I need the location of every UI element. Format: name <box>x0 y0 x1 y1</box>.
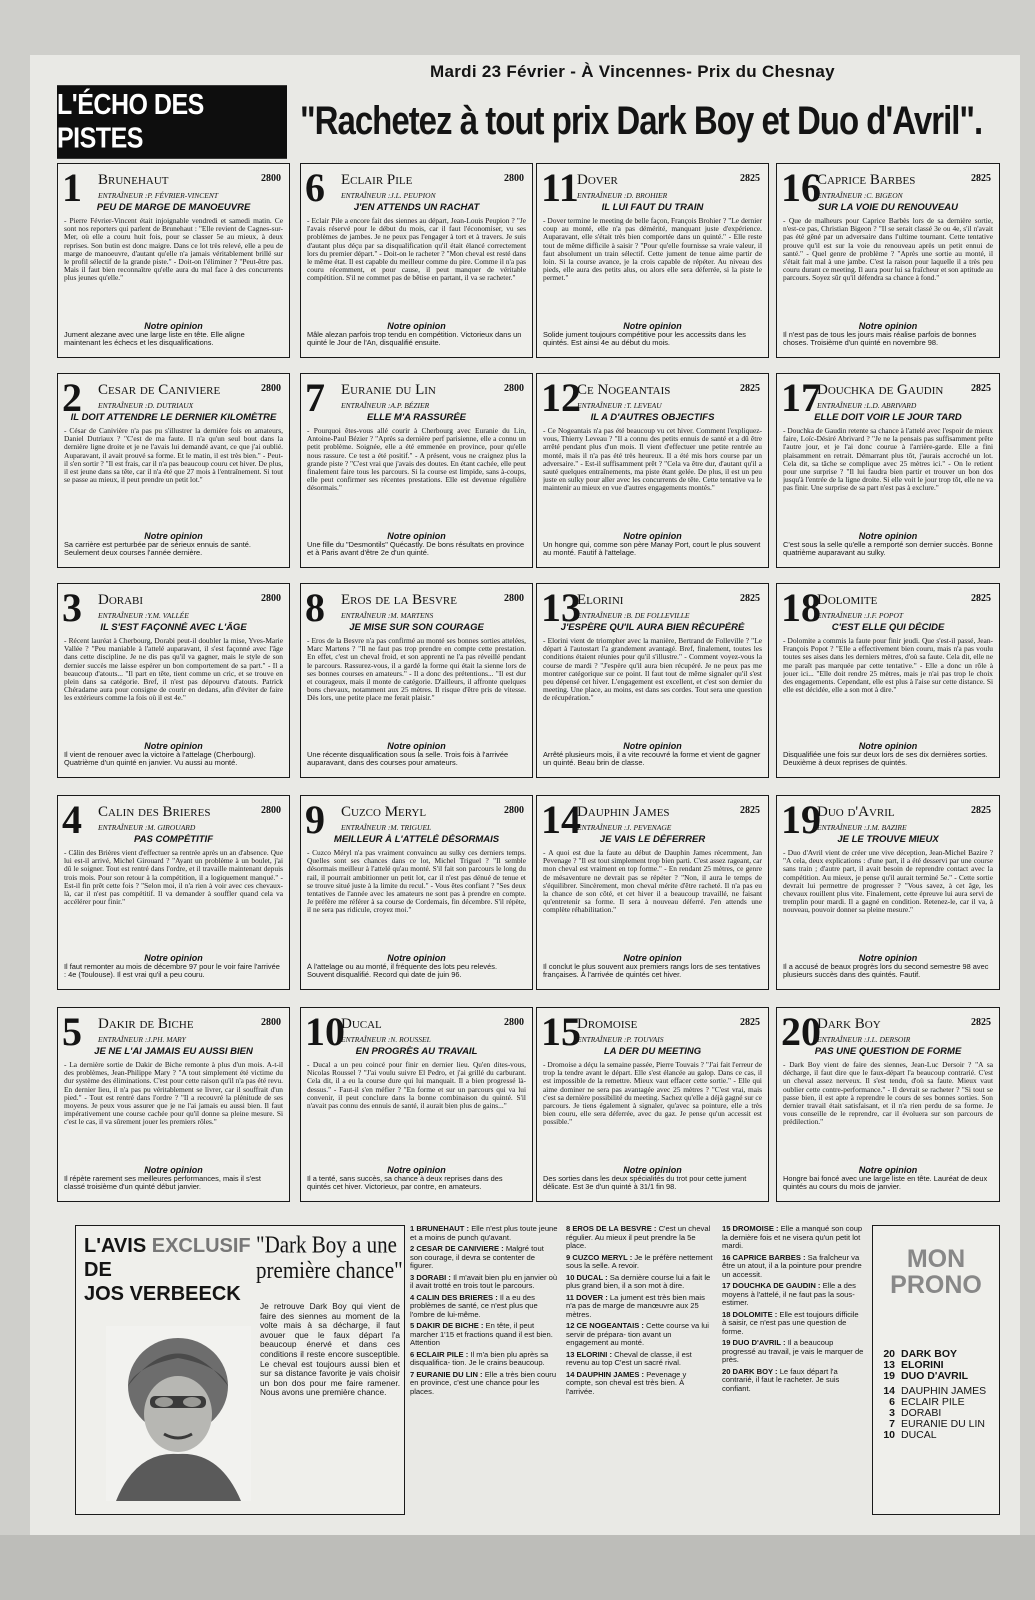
trainer-name: ENTRAÎNEUR :M. GIROUARD <box>98 823 196 832</box>
horse-card <box>57 583 290 778</box>
opinion-title: Notre opinion <box>858 531 918 541</box>
horse-card <box>536 583 769 778</box>
prono-horse: ELORINI <box>901 1359 944 1371</box>
race-distance: 2825 <box>971 805 991 816</box>
race-distance: 2825 <box>971 173 991 184</box>
recap-comment: Le faux départ l'a contrarié, il faut le racheter. Je suis confiant. <box>722 1366 840 1393</box>
prono-horse: DARK BOY <box>901 1348 958 1360</box>
recap-horse: 9 CUZCO MERYL : <box>566 1252 633 1262</box>
recap-item <box>410 1351 558 1368</box>
recap-item <box>566 1322 714 1348</box>
interview-text: - Ce Nogeantais n'a pas été beaucoup vu cet hiver. Comment l'expliquez-vous, Thierry Leveau ? "Il a connu des petits ennuis de santé et a dû être arrêté pendant plus d'un mois. Il vient d'effectuer une petite rentrée au monté, mais il n'a pas été très heureux. Il a été mis hors course par un adversaire." - Est-il suffisamment prêt ? "Cela va être dur, d'autant qu'il a sauté quelques entraînements, ma piste étant gelée. De plus, il est un peu juste en sulky pour aller avec les concurrents de tête. Cette tentative va le maintenir au mieux en vue d'autres engagements montés." <box>543 427 762 493</box>
opinion-title: Notre opinion <box>144 1165 203 1175</box>
recap-item <box>566 1274 714 1291</box>
trainer-quote: C'EST ELLE QUI DÉCIDE <box>831 622 945 633</box>
opinion-title: Notre opinion <box>387 741 446 751</box>
avis-title: L'AVIS EXCLUSIF DE JOS VERBEECK <box>84 1235 251 1305</box>
recap-comment: La jument est très bien mais n'a pas de marge de manœuvre aux 25 mètres. <box>566 1292 705 1319</box>
opinion-title: Notre opinion <box>858 321 918 331</box>
prono-horse: DUCAL <box>901 1429 937 1441</box>
opinion-title: Notre opinion <box>623 741 682 751</box>
interview-text: - Dolomite a commis la faute pour finir jeudi. Que s'est-il passé, Jean-François Popot ? "Elle a effectivement bien couru, mais n'a pas voulu toutes ses aises dans les derniers mètres, d'où sa faute. Cela dit, elle ne me paraît pas marquée par cette tentative." - Elle a donc un rôle à jouer ici... "Elle doit rendre 25 mètres, mais je n'ai pas trop le choix des engagements. Cependant, elle est plus à l'aise sur cette distance. Si elle est décidée, elle a son mot à dire." <box>783 637 993 695</box>
horse-number: 13 <box>541 585 581 630</box>
page-headline: "Rachetez à tout prix Dark Boy et Duo d'Avril". <box>300 98 983 143</box>
race-distance: 2800 <box>261 805 281 816</box>
horse-number: 4 <box>62 797 82 842</box>
trainer-name: ENTRAÎNEUR :P. TOUVAIS <box>577 1035 664 1044</box>
prono-number: 20 <box>883 1348 895 1360</box>
race-distance: 2800 <box>504 173 524 184</box>
opinion-text: Jument alezane avec une large liste en tête. Elle aligne maintenant les échecs et les disqualifications. <box>64 331 245 348</box>
horse-name: Brunehaut <box>98 172 169 188</box>
race-distance: 2800 <box>261 173 281 184</box>
horse-name: Elorini <box>577 592 624 608</box>
recap-horse: 11 DOVER : <box>566 1292 608 1302</box>
recap-item <box>410 1371 558 1397</box>
opinion-title: Notre opinion <box>387 1165 446 1175</box>
horse-number: 3 <box>62 585 82 630</box>
horse-number: 5 <box>62 1009 82 1054</box>
horse-number: 14 <box>541 797 581 842</box>
prono-number: 6 <box>889 1396 895 1408</box>
recap-comment: Elle a des moyens à l'attelé, il ne faut pas la sous-estimer. <box>722 1281 856 1307</box>
horse-number: 19 <box>781 797 821 842</box>
opinion-title: Notre opinion <box>858 1165 918 1175</box>
opinion-title: Notre opinion <box>144 741 203 751</box>
opinion-title: Notre opinion <box>623 953 682 963</box>
horse-number: 9 <box>305 797 325 842</box>
prono-number: 14 <box>883 1385 895 1397</box>
horse-card <box>57 795 290 990</box>
opinion-title: Notre opinion <box>623 531 682 541</box>
opinion-text: À l'attelage ou au monté, il fréquente des lots peu relevés. Souvent disqualifié. Record qui date de juin 96. <box>307 963 497 980</box>
opinion-text: Solide jument toujours compétitive pour les accessits dans les quintés. Est ainsi 4e au début du mois. <box>543 331 746 348</box>
prono-horse: DORABI <box>901 1407 942 1419</box>
horse-name: Euranie du Lin <box>341 382 436 398</box>
recap-horse: 17 DOUCHKA DE GAUDIN : <box>722 1281 821 1290</box>
opinion-text: C'est sous la selle qu'elle a remporté son dernier succès. Bonne quatrième auparavant au sulky. <box>783 541 993 558</box>
prono-top-pick <box>881 1371 986 1382</box>
horse-card <box>57 1007 290 1202</box>
prono-pick <box>881 1430 986 1441</box>
trainer-quote: J'ESPÈRE QU'IL AURA BIEN RÉCUPÉRÉ <box>560 622 745 633</box>
recap-horse: 16 CAPRICE BARBES : <box>722 1252 806 1262</box>
trainer-name: ENTRAÎNEUR :J.F. POPOT <box>817 611 904 620</box>
opinion-text: Une fille du "Desmontils" Quécastly. De bons résultats en province et à Paris avant d'être 2e d'un quinté. <box>307 541 525 558</box>
prono-list <box>881 1349 986 1441</box>
race-distance: 2825 <box>740 173 760 184</box>
prono-horse: DUO D'AVRIL <box>901 1370 969 1382</box>
opinion-title: Notre opinion <box>387 531 446 541</box>
opinion-title: Notre opinion <box>144 321 203 331</box>
trainer-name: ENTRAÎNEUR :C. BIGEON <box>817 191 903 200</box>
recap-comment: Il a eu des problèmes de santé, ce n'est plus que l'ombre de lui-même. <box>410 1292 538 1319</box>
race-distance: 2800 <box>504 805 524 816</box>
recap-comment: Malgré tout son courage, il devra se contenter de figurer. <box>410 1244 544 1270</box>
race-distance: 2800 <box>504 383 524 394</box>
recap-comment: Elle a très bien couru en province, c'est une chance pour les places. <box>410 1369 557 1396</box>
race-distance: 2825 <box>740 383 760 394</box>
opinion-text: Un hongre qui, comme son père Manay Port, court le plus souvent au monté. Fautif à l'attelage. <box>543 541 761 558</box>
avis-box <box>75 1225 405 1515</box>
recap-item <box>566 1351 714 1368</box>
interview-text: - A quoi est due la faute au début de Dauphin James récemment, Jan Pevenage ? "Il est tout simplement trop bien parti. C'est assez rageant, car mon cheval est vraiment en top forme." - En rendant 25 mètres, ce genre de mésaventure ne devrait pas se répéter ? "Non, il aura le temps de s'équilibrer. Sincèrement, mon cheval mérite d'être racheté. Il n'a pas eu la chance de son côté, et cet hiver il a beaucoup travaillé, ne faisant qu'entretenir sa forme. Il sera à nouveau déferré. J'en attends une complète réhabilitation." <box>543 849 762 915</box>
trainer-quote: JE VAIS LE DÉFERRER <box>599 834 706 845</box>
trainer-name: ENTRAÎNEUR :J.M. BAZIRE <box>817 823 907 832</box>
horse-card <box>300 1007 533 1202</box>
horse-card <box>776 1007 1000 1202</box>
horse-name: Dark Boy <box>817 1016 881 1032</box>
recap-horse: 14 DAUPHIN JAMES : <box>566 1369 645 1379</box>
horse-card <box>57 373 290 568</box>
trainer-name: ENTRAÎNEUR :T. LEVEAU <box>577 401 662 410</box>
trainer-quote: IL DOIT ATTENDRE LE DERNIER KILOMÈTRE <box>70 412 277 423</box>
trainer-name: ENTRAÎNEUR :Y.M. VALLÉE <box>98 611 189 620</box>
recap-comment: En tête, il peut marcher 1'15 et fractions quand il est bien. Attention <box>410 1321 553 1347</box>
horse-name: Eros de la Besvre <box>341 592 457 608</box>
recap-comment: Il m'avait bien plu en janvier où il avait trotté en trois tout le parcours. <box>410 1272 558 1290</box>
recap-horse: 12 CE NOGEANTAIS : <box>566 1321 644 1330</box>
prono-horse: EURANIE DU LIN <box>901 1418 986 1430</box>
recap-item <box>566 1254 714 1271</box>
trainer-name: ENTRAÎNEUR :D. DUTRIAUX <box>98 401 194 410</box>
trainer-quote: JE NE L'AI JAMAIS EU AUSSI BIEN <box>94 1046 253 1057</box>
horse-name: Duo d'Avril <box>817 804 895 820</box>
interview-text: - Récent lauréat à Cherbourg, Dorabi peut-il doubler la mise, Yves-Marie Vallée ? "Peu maniable à l'attelé auparavant, il s'est façonné avec l'âge dans cette discipline. Je ne dis pas qu'il va gagner, mais le style de son dernier succès me laisse espérer un bon comportement de sa part." - Il a beaucoup d'atouts... "Il part en tête, tient comme un cric, et se trouve en plein dans sa catégorie. Bref, il n'est pas dépourvu d'atouts. Patrick Chéradame aura pour consigne de courir en dedans, afin d'éviter de faire les extérieurs comme la fois où il est 4e." <box>64 637 283 703</box>
opinion-text: Il conclut le plus souvent aux premiers rangs lors de ses tentatives françaises. À l'arrivée de quintés cet hiver. <box>543 963 761 980</box>
trainer-name: ENTRAÎNEUR :J. PEVENAGE <box>577 823 672 832</box>
race-distance: 2800 <box>261 383 281 394</box>
trainer-quote: PAS COMPÉTITIF <box>134 834 213 845</box>
interview-text: - Que de malheurs pour Caprice Barbès lors de sa dernière sortie, n'est-ce pas, Christian Bigeon ? "Il se serait classé 3e ou 4e, s'il n'avait pas été gêné par un adversaire dans l'ultime tournant. Cette tentative prouve qu'il est sur la voie du renouveau après un petit ennui de santé." - Quel genre de problème ? "Après une sortie au monté, il s'était fait mal à une jambe. C'est la raison pour laquelle il a très peu couru durant ce meeting. Il aura pour lui sa fraîcheur et son aptitude au parcours. Soyez sûr qu'il défendra sa chance à fond." <box>783 217 993 283</box>
trainer-name: ENTRAÎNEUR :J.L. PEUPION <box>341 191 436 200</box>
interview-text: - Elorini vient de triompher avec la manière, Bertrand de Folleville ? "Le départ à l'autostart l'a grandement avantagé. Bref, finalement, toutes les conditions étaient réunies pour qu'il s'illustre." - Comment voyez-vous la course de mardi ? "J'espère qu'il aura bien récupéré. Je ne peux pas me montrer catégorique sur ce point. Il faut tout de même signaler qu'il s'est peu dépensé cet hiver. L'engagement est excellent, et c'est son dernier du meeting. Une place, au moins, est dans ses cordes. Tout sera une question de récupération." <box>543 637 762 703</box>
interview-text: - Dover termine le meeting de belle façon, François Brohier ? "Le dernier coup au monté, elle n'a pas démérité, manquant juste d'expérience. Auparavant, elle s'était très bien comportée dans un quinté." - Elle reste tout de même difficile à saisir ? "Pour qu'elle fournisse sa vraie valeur, il faut absolument un train sélectif. Cette jument de tenue aime partir de loin. Si la course avance, je la crois capable de répéter. Au niveau des pieds, elle aura des petits alus, ou alors elle sera déferrée, si la piste le permet." <box>543 217 762 283</box>
trainer-quote: IL LUI FAUT DU TRAIN <box>601 202 704 213</box>
trainer-quote: SUR LA VOIE DU RENOUVEAU <box>817 202 959 213</box>
trainer-quote: IL S'EST FAÇONNÉ AVEC L'ÂGE <box>100 622 247 633</box>
recap-horse: 15 DROMOISE : <box>722 1225 779 1233</box>
recap-horse: 7 EURANIE DU LIN : <box>410 1369 483 1379</box>
opinion-text: Sa carrière est perturbée par de sérieux ennuis de santé. Seulement deux courses l'année dernière. <box>64 541 251 558</box>
trainer-quote: EN PROGRÈS AU TRAVAIL <box>355 1046 478 1057</box>
horse-card <box>300 373 533 568</box>
recap-item <box>722 1254 864 1280</box>
horse-number: 8 <box>305 585 325 630</box>
opinion-text: Il vient de renouer avec la victoire à l'attelage (Cherbourg). Quatrième d'un quinté en janvier. Vu aussi au monté. <box>64 751 256 768</box>
recap-comment: Pevenage y compte, son cheval est très bien. À l'arrivée. <box>566 1369 687 1396</box>
recap-item <box>410 1294 558 1320</box>
horse-card <box>536 795 769 990</box>
horse-card <box>536 373 769 568</box>
trainer-name: ENTRAÎNEUR :D. BROHIER <box>577 191 668 200</box>
opinion-title: Notre opinion <box>623 1165 682 1175</box>
recap-comment: C'est un cheval régulier. Au mieux il peut prendre la 5e place. <box>566 1225 711 1250</box>
race-distance: 2825 <box>740 1017 760 1028</box>
recap-item <box>722 1282 864 1308</box>
interview-text: - Eros de la Besvre n'a pas confirmé au monté ses bonnes sorties attelées, Marc Martens ? "Il ne faut pas trop prendre en compte cette prestation. En effet, c'est un cheval froid, et son apprenti ne l'a pas réveillé pendant le parcours. Rassurez-vous, il a gardé la forme qui était la sienne lors de ses bonnes courses en amateurs." - Il a donc des prétentions... "Il est dur et courageux, mais il monte de catégorie. D'ailleurs, il affronte quelques bons chevaux, notamment aux 25 mètres. Il risque d'être pris de vitesse. Dès lors, une petite place me ferait plaisir." <box>307 637 526 703</box>
trainer-quote: IL A D'AUTRES OBJECTIFS <box>590 412 715 423</box>
opinion-text: Il répète rarement ses meilleures performances, mais il s'est classé troisième d'un quinté début janvier. <box>64 1175 261 1192</box>
recap-item <box>410 1245 558 1271</box>
trainer-name: ENTRAÎNEUR :J.PH. MARY <box>98 1035 186 1044</box>
prono-number: 3 <box>889 1407 895 1419</box>
race-distance: 2800 <box>261 593 281 604</box>
interview-text: - Pierre Février-Vincent était injoignable vendredi et samedi matin. Ce sont nos reporters qui parlent de Brunehaut : "Elle revient de Cagnes-sur-Mer, où elle a couru huit fois, pour se classer 5e au mieux, à deux reprises. Son butin est donc maigre. Dans ce lot très relevé, elle a peu de marge de manoeuvre, d'autant qu'elle n'a jamais véritablement brillé sur le profil sélectif de la grande piste." - Doit-on l'éliminer ? "Peut-être pas. Mais il faut bien reconnaître qu'elle aura du mal face à des concurrents plus jeunes qu'elle." <box>64 217 283 283</box>
horse-number: 12 <box>541 375 581 420</box>
recap-item <box>566 1225 714 1251</box>
trainer-name: ENTRAÎNEUR :P. FÉVRIER-VINCENT <box>98 191 219 200</box>
horse-name: Eclair Pile <box>341 172 413 188</box>
horse-name: Ducal <box>341 1016 382 1032</box>
recap-horse: 3 DORABI : <box>410 1272 451 1282</box>
recap-item <box>566 1294 714 1320</box>
recap-horse: 1 BRUNEHAUT : <box>410 1225 470 1233</box>
opinion-text: Hongre bai foncé avec une large liste en tête. Lauréat de deux quintés au cours du mois de janvier. <box>783 1175 988 1192</box>
opinion-text: Des sorties dans les deux spécialités du trot pour cette jument délicate. Est 3e d'un quinté à 31/1 fin 98. <box>543 1175 747 1192</box>
recap-horse: 20 DARK BOY : <box>722 1366 778 1376</box>
horse-number: 7 <box>305 375 325 420</box>
horse-card <box>300 163 533 358</box>
trainer-quote: PEU DE MARGE DE MANOEUVRE <box>96 202 251 213</box>
opinion-text: Arrêté plusieurs mois, il a vite recouvré la forme et vient de gagner un quinté. Beau brin de classe. <box>543 751 761 768</box>
race-distance: 2800 <box>504 593 524 604</box>
interview-text: - Dark Boy vient de faire des siennes, Jean-Luc Dersoir ? "A sa décharge, il faut dire que le faux-départ l'a beaucoup contrarié. C'est un cheval assez nerveux. Il s'est tendu, d'où sa faute. Mieux vaut oublier cette contre-performance." - Il devrait se racheter ? "Si tout se passe bien, il est apte à reprendre le cours de ses bonnes sorties. Son dernier travail était satisfaisant, et il n'a rien perdu de sa forme. Je vous conseille de le reprendre, car il évoluera sur son parcours de prédilection." <box>783 1061 993 1127</box>
interview-text: - Duo d'Avril vient de créer une vive déception, Jean-Michel Bazire ? "A cela, deux explications : d'une part, il a été desservi par une course sans train ; d'autre part, il avait besoin de reprendre contact avec la compétition. Au mieux, je pense qu'il aurait terminé 5e." - Cette sortie devrait lui permettre de progresser ? "Vous savez, à cet âge, les chevaux rouillent plus vite. Finalement, cette épreuve lui aura servi de tremplin pour mardi. Il a gagné en condition. Retenez-le, car il va, à nouveau, pouvoir donner sa pleine mesure." <box>783 849 993 915</box>
recap-horse: 8 EROS DE LA BESVRE : <box>566 1225 657 1233</box>
table-surface <box>0 1535 1035 1600</box>
horse-name: Cesar de Caniviere <box>98 382 221 398</box>
recap-col-1 <box>410 1225 558 1515</box>
recap-horse: 19 DUO D'AVRIL : <box>722 1338 786 1347</box>
recap-item <box>722 1225 864 1251</box>
horse-card <box>536 163 769 358</box>
trainer-name: ENTRAÎNEUR :M. TRIGUEL <box>341 823 432 832</box>
prono-number: 13 <box>883 1359 895 1371</box>
horse-name: Cuzco Meryl <box>341 804 427 820</box>
trainer-quote: PAS UNE QUESTION DE FORME <box>814 1046 962 1057</box>
opinion-title: Notre opinion <box>144 953 203 963</box>
horse-name: Ce Nogeantais <box>577 382 671 398</box>
recap-horse: 2 CESAR DE CANIVIERE : <box>410 1244 504 1253</box>
trainer-quote: LA DER DU MEETING <box>603 1046 702 1057</box>
recap-comment: Il a beaucoup progressé au travail, je vais le marquer de près. <box>722 1338 864 1364</box>
recap-comment: Elle n'est plus toute jeune et a moins de punch qu'avant. <box>410 1225 558 1242</box>
interview-text: - La dernière sortie de Dakir de Biche remonte à plus d'un mois. A-t-il des problèmes, Jean-Philippe Mary ? "A tout simplement été victime du dur système des éliminations. C'est pour cette raison qu'il n'a pas été revu. En dernier lieu, il n'a pas pu véritablement se livrer, car il souffrait d'un pied." - Tout est rentré dans l'ordre ? "Il a recouvré la plénitude de ses moyens. Je peux vous assurer que je ne l'ai jamais eu aussi bien. Il faut impérativement une course cachée pour qu'il donne sa pleine mesure. Si c'est le cas, il va sûrement jouer les premiers rôles." <box>64 1061 283 1127</box>
trainer-name: ENTRAÎNEUR :L.D. ABRIVARD <box>817 401 917 410</box>
interview-text: - Dromoise a déçu la semaine passée, Pierre Touvais ? "J'ai fait l'erreur de trop la tendre avant le départ. Elle s'est élancée au galop. Dans ce cas, il est impossible de la remettre. Mieux vaut effacer cette sortie." - Elle qui aime dominer ne sera pas avantagée avec 25 mètres ? "C'est vrai, mais c'est sa dernière possibilité du meeting. Sachez qu'elle a déjà gagné sur ce parcours. Je tiens également à signaler, qu'avec sa pointure, elle a très bien couru, elle sera déferrée, avec du gaz. Je pense qu'un accessit est possible." <box>543 1061 762 1127</box>
interview-text: - Cuzco Méryl n'a pas vraiment convaincu au sulky ces derniers temps. Quelles sont ses chances dans ce lot, Michel Triguel ? "Il semble désormais meilleur à l'attelé qu'au monté. S'il fait son parcours le long du rail, il pourrait ambitionner un petit lot, car il n'est pas dénué de tenue et se trouve situé juste à la limite du recul." - Vous êtes confiant ? "Ses deux tentatives de l'année avec les amateurs ne sont pas à prendre en compte. Je préfère me référer à sa course de Cordemais, fin décembre. S'il répète, il ne sera pas ridicule, croyez moi." <box>307 849 526 915</box>
opinion-text: Mâle alezan parfois trop tendu en compétition. Victorieux dans un quinté le Jour de l'An, disqualifié ensuite. <box>307 331 522 348</box>
horse-card <box>776 795 1000 990</box>
recap-item <box>410 1225 558 1242</box>
recap-comment: Cheval de classe, il est revenu au top C'est un sacré rival. <box>566 1349 692 1367</box>
trainer-quote: ELLE DOIT VOIR LE JOUR TARD <box>814 412 962 423</box>
horse-number: 16 <box>781 165 821 210</box>
race-date-line: Mardi 23 Février - À Vincennes- Prix du Chesnay <box>430 62 835 81</box>
horse-name: Douchka de Gaudin <box>817 382 944 398</box>
horse-card <box>300 583 533 778</box>
recap-horse: 4 CALIN DES BRIERES : <box>410 1292 498 1302</box>
interview-text: - Eclair Pile a encore fait des siennes au départ, Jean-Louis Peupion ? "Je l'avais réservé pour le début du mois, car il faut l'économiser, vu ses problèmes de jambes. Je ne peux pas l'engager à tort et à travers. Je suis d'autant plus déçu par sa disqualification qu'il était élancé correctement lors du premier départ." - Doit-on le racheter ? "Mon cheval est resté dans le même état. Il est capable du meilleur comme du pire. Comme il n'a pas couru récemment, et pour cause, il peut manquer de véritable compétition. S'il ne commet pas de bêtise en partant, il va se racheter." <box>307 217 526 283</box>
prono-horse: ECLAIR PILE <box>901 1396 965 1408</box>
opinion-title: Notre opinion <box>387 321 446 331</box>
recap-item <box>722 1311 864 1337</box>
race-distance: 2800 <box>261 1017 281 1028</box>
trainer-name: ENTRAÎNEUR :B. DE FOLLEVILLE <box>577 611 690 620</box>
recap-item <box>722 1368 864 1394</box>
opinion-title: Notre opinion <box>858 953 918 963</box>
prono-number: 19 <box>883 1370 895 1382</box>
avis-subtitle: "Dark Boy a une première chance" <box>256 1230 403 1284</box>
race-distance: 2825 <box>971 593 991 604</box>
race-distance: 2825 <box>740 593 760 604</box>
section-logo: L'ÉCHO DES PISTES <box>57 85 287 159</box>
opinion-title: Notre opinion <box>144 531 203 541</box>
horse-card <box>57 163 290 358</box>
horse-name: Dromoise <box>577 1016 638 1032</box>
opinion-text: Il a tenté, sans succès, sa chance à deux reprises dans des quintés cet hiver. Victorieux, par contre, en amateurs. <box>307 1175 503 1192</box>
horse-name: Caprice Barbes <box>817 172 916 188</box>
horse-number: 6 <box>305 165 325 210</box>
trainer-quote: ELLE M'A RASSURÉE <box>366 412 467 423</box>
horse-number: 18 <box>781 585 821 630</box>
interview-text: - Douchka de Gaudin retente sa chance à l'attelé avec l'espoir de mieux faire, Loïc-Désiré Abrivard ? "Je ne la pensais pas suffisamment prête l'autre jour, et je l'ai donc courue à l'arrière-garde. Elle a fini plaisamment en retrait. Démarrant plus tôt, j'aurais accroché un lot. Cela dit, sa tâche se complique avec 25 mètres ici." - On le retient pour une surprise ? "Il lui faudra bien partir et trouver un bon dos jusqu'à l'entrée de la ligne droite. Si elle voit le jour trop tôt, elle ne va pas finir. Une surprise de sa part n'est pas à exclure." <box>783 427 993 493</box>
recap-comment: Il m'a bien plu après sa disqualifica- tion. Je le crains beaucoup. <box>410 1349 549 1367</box>
horse-number: 10 <box>305 1009 345 1054</box>
opinion-title: Notre opinion <box>623 321 682 331</box>
horse-number: 11 <box>541 165 579 210</box>
recap-item <box>410 1274 558 1291</box>
recap-horse: 6 ECLAIR PILE : <box>410 1349 469 1359</box>
horse-name: Dakir de Biche <box>98 1016 194 1032</box>
horse-number: 15 <box>541 1009 581 1054</box>
jockey-photo <box>106 1326 251 1501</box>
prono-horse: DAUPHIN JAMES <box>901 1385 987 1397</box>
race-distance: 2825 <box>971 383 991 394</box>
recap-horse: 13 ELORINI : <box>566 1349 612 1359</box>
interview-text: - César de Canivière n'a pas pu s'illustrer la dernière fois en amateurs, Daniel Dutriaux ? "C'est de ma faute. Il n'a qu'un seul bout dans la dernière ligne droite et je ne l'avais lui demandé avant, ce que j'ai oublié. Auparavant, il avait prouvé sa forme. Et le matin, il est très bien." - Peut-il s'en sortir ? "Il est frais, car il n'a pas beaucoup couru cet hiver. De plus, il est jeune dans sa tête, car il n'a été que 27 mois à l'entraînement. Si tout se passe au mieux, il peut prendre un petit lot." <box>64 427 283 485</box>
trainer-quote: MEILLEUR À L'ATTELÉ DÉSORMAIS <box>333 834 500 845</box>
opinion-title: Notre opinion <box>387 953 446 963</box>
recap-comment: Cette course va lui servir de prépara- tion avant un engagement au monté. <box>566 1321 709 1347</box>
horse-number: 1 <box>62 165 82 210</box>
trainer-name: ENTRAÎNEUR :N. ROUSSEL <box>341 1035 431 1044</box>
recap-horse: 5 DAKIR DE BICHE : <box>410 1321 484 1330</box>
recap-item <box>722 1339 864 1365</box>
recap-item <box>410 1322 558 1348</box>
trainer-quote: J'EN ATTENDS UN RACHAT <box>353 202 480 213</box>
opinion-text: Une récente disqualification sous la selle. Trois fois à l'arrivée auparavant, dans des courses pour amateurs. <box>307 751 509 768</box>
interview-text: - Câlin des Brières vient d'effectuer sa rentrée après un an d'absence. Que lui est-il arrivé, Michel Girouard ? "Ayant un problème à un boulet, j'ai dû le soigner. Tout est rentré dans l'ordre, et il travaille maintenant depuis trois mois. Pour son retour à la compétition, il a logiquement manqué." - Est-il fin prêt cette fois ? "Selon moi, il n'a rien à voir avec ces chevaux-là, car il n'est pas compétitif. Il va demander à souffler quand cela va accélérer pour finir." <box>64 849 283 907</box>
prono-number: 10 <box>883 1429 895 1441</box>
opinion-text: Il faut remonter au mois de décembre 97 pour le voir faire l'arrivée : 4e (Toulouse). Il est vrai qu'il a peu couru. <box>64 963 280 980</box>
race-distance: 2800 <box>504 1017 524 1028</box>
horse-name: Dolomite <box>817 592 878 608</box>
recap-comment: Elle est toujours difficile à saisir, ce n'est pas une question de forme. <box>722 1309 859 1336</box>
avis-text: Je retrouve Dark Boy qui vient de faire des siennes au moment de la volte mais à sa décharge, il faut avouer que le faux départ l'a beaucoup énervé et dans ces conditions il reste encore susceptible. Le cheval est toujours aussi bien et sur sa distance favorite je vais choisir un bon dos pour me faire ramener. Nous avons une première chance. <box>260 1301 400 1398</box>
opinion-text: Il n'est pas de tous les jours mais réalise parfois de bonnes choses. Troisième d'un quinté en novembre 98. <box>783 331 977 348</box>
interview-text: - Pourquoi êtes-vous allé courir à Cherbourg avec Euranie du Lin, Antoine-Paul Bézier ? "Après sa dernière perf parisienne, elle a connu un petit problème. Soignée, elle a été emmenée en province, pour qu'elle nous rassure. Ce test a été positif." - A présent, vous ne craignez plus la grande piste ? "C'est vrai que j'avais des doutes. En étant cachée, elle peut finalement faire tous les parcours. Si la course est limpide, sans à-coups, elle peut confirmer ses récentes prestations. Elle est devenue régulière désormais." <box>307 427 526 493</box>
horse-name: Calin des Brieres <box>98 804 211 820</box>
horse-card <box>776 163 1000 358</box>
trainer-name: ENTRAÎNEUR :J.L. DERSOIR <box>817 1035 911 1044</box>
horse-number: 17 <box>781 375 821 420</box>
opinion-text: Il a accusé de beaux progrès lors du second semestre 98 avec plusieurs succès dans des quintés. Fautif. <box>783 963 989 980</box>
recap-comment: Sa fraîcheur va être un atout, il a la pointure pour prendre un accessit. <box>722 1252 862 1279</box>
prono-title: MON PRONO <box>890 1245 982 1299</box>
opinion-text: Disqualifiée une fois sur deux lors de ses dix dernières sorties. Deuxième à deux reprises de quintés. <box>783 751 988 768</box>
horse-number: 20 <box>781 1009 821 1054</box>
recap-item <box>566 1371 714 1397</box>
trainer-name: ENTRAÎNEUR :M. MARTENS <box>341 611 434 620</box>
recap-comment: Elle a manqué son coup la dernière fois et ne visera qu'un petit lot mardi. <box>722 1225 863 1250</box>
recap-comment: Je le préfère nettement sous la selle. A revoir. <box>566 1252 713 1270</box>
horse-card <box>536 1007 769 1202</box>
race-distance: 2825 <box>740 805 760 816</box>
recap-col-3 <box>722 1225 864 1515</box>
trainer-name: ENTRAÎNEUR :A.P. BÉZIER <box>341 401 430 410</box>
recap-comment: Sa dernière course lui a fait le plus grand bien, il a son mot à dire. <box>566 1272 711 1290</box>
horse-name: Dauphin James <box>577 804 670 820</box>
horse-number: 2 <box>62 375 82 420</box>
opinion-title: Notre opinion <box>858 741 918 751</box>
horse-name: Dorabi <box>98 592 144 608</box>
prono-number: 7 <box>889 1418 895 1430</box>
horse-card <box>300 795 533 990</box>
horse-card <box>776 373 1000 568</box>
race-distance: 2825 <box>971 1017 991 1028</box>
horse-name: Dover <box>577 172 618 188</box>
recap-horse: 18 DOLOMITE : <box>722 1309 778 1319</box>
trainer-quote: JE MISE SUR SON COURAGE <box>349 622 484 633</box>
recap-col-2 <box>566 1225 714 1515</box>
trainer-quote: JE LE TROUVE MIEUX <box>837 834 939 845</box>
prono-box <box>872 1225 1000 1515</box>
interview-text: - Ducal a un peu coincé pour finir en dernier lieu. Qu'en dites-vous, Nicolas Roussel ? "J'ai voulu suivre El Pedro, et j'ai grillé du carburant. Cela dit, il a eu la course dure qui lui manquait. Il a bien progressé là-dessus." - Faut-il s'en méfier ? "En forme et sur un parcours qui va lui convenir, il peut conclure dans la bonne combinaison du quinté. S'il n'avait pas connu des ennuis de santé, il aurait bien plus de gains..." <box>307 1061 526 1111</box>
recap-horse: 10 DUCAL : <box>566 1272 608 1282</box>
horse-card <box>776 583 1000 778</box>
